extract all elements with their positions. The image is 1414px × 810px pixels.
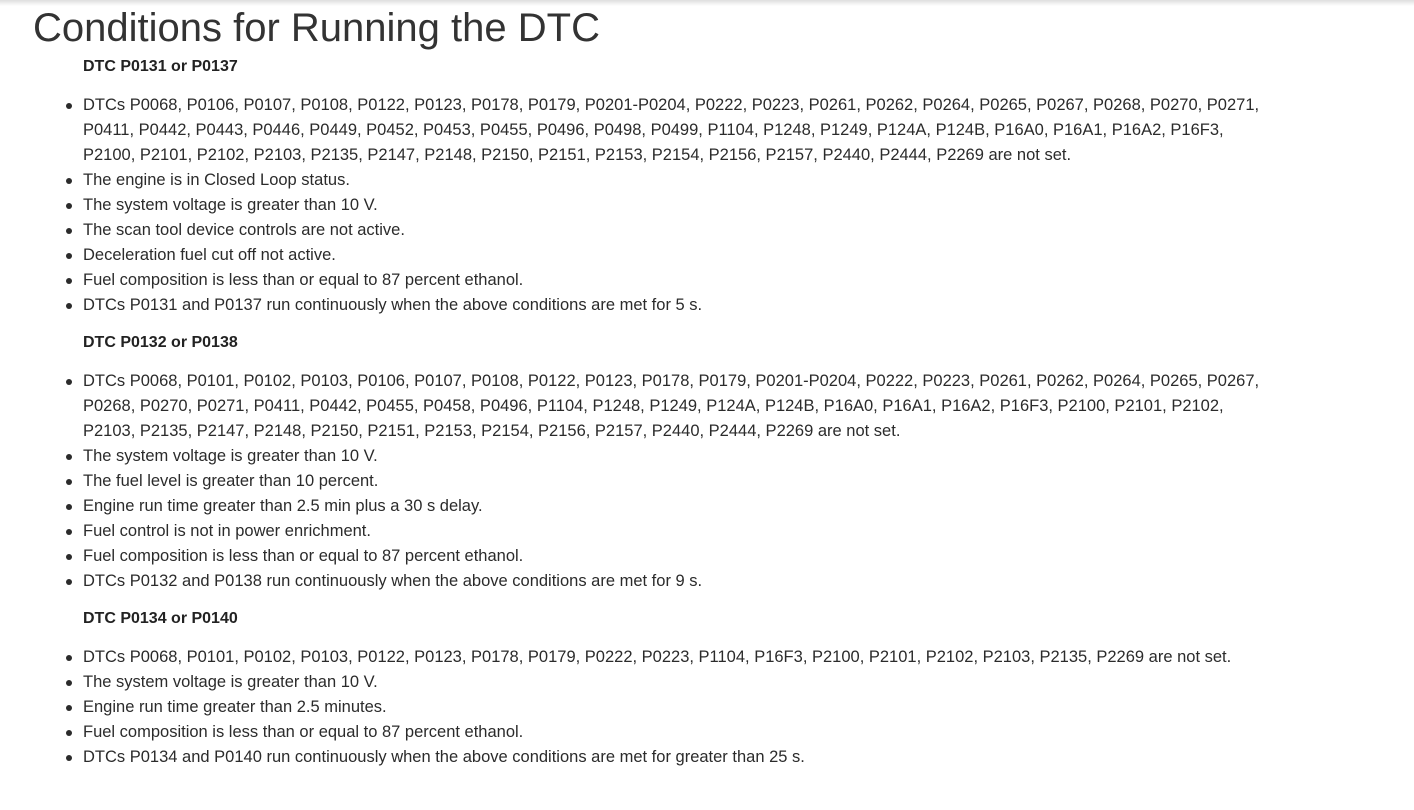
- page-title: Conditions for Running the DTC: [33, 6, 600, 50]
- list-item: DTCs P0134 and P0140 run continuously when the above conditions are met for greater than 25 s.: [83, 745, 1263, 770]
- list-item: The engine is in Closed Loop status.: [83, 168, 1263, 193]
- list-item: The system voltage is greater than 10 V.: [83, 193, 1263, 218]
- list-item: Engine run time greater than 2.5 minutes.: [83, 695, 1263, 720]
- list-item: The system voltage is greater than 10 V.: [83, 444, 1263, 469]
- list-item: DTCs P0068, P0101, P0102, P0103, P0122, P0123, P0178, P0179, P0222, P0223, P1104, P16F3, P2100, P2101, P2102, P2103, P2135, P2269 are not set.: [83, 645, 1263, 670]
- list-item: DTCs P0068, P0101, P0102, P0103, P0106, P0107, P0108, P0122, P0123, P0178, P0179, P0201-P0204, P0222, P0223, P0261, P0262, P0264, P0265, P0267, P0268, P0270, P0271, P0411, P0442, P0455, P0458, P0496, P1104, P1248, P1249, P124A, P124B, P16A0, P16A1, P16A2, P16F3, P2100, P2101, P2102, P2103, P2135, P2147, P2148, P2150, P2151, P2153, P2154, P2156, P2157, P2440, P2444, P2269 are not set.: [83, 369, 1263, 444]
- section-heading: DTC P0134 or P0140: [83, 610, 238, 627]
- section-dtc-p0131-p0137: [83, 54, 1263, 318]
- list-item: DTCs P0131 and P0137 run continuously when the above conditions are met for 5 s.: [83, 293, 1263, 318]
- list-item: Fuel composition is less than or equal to 87 percent ethanol.: [83, 544, 1263, 569]
- conditions-list: [83, 645, 1263, 770]
- list-item: DTCs P0068, P0106, P0107, P0108, P0122, P0123, P0178, P0179, P0201-P0204, P0222, P0223, P0261, P0262, P0264, P0265, P0267, P0268, P0270, P0271, P0411, P0442, P0443, P0446, P0449, P0452, P0453, P0455, P0496, P0498, P0499, P1104, P1248, P1249, P124A, P124B, P16A0, P16A1, P16A2, P16F3, P2100, P2101, P2102, P2103, P2135, P2147, P2148, P2150, P2151, P2153, P2154, P2156, P2157, P2440, P2444, P2269 are not set.: [83, 93, 1263, 168]
- document-content: [83, 54, 1263, 782]
- conditions-list: [83, 93, 1263, 318]
- section-dtc-p0132-p0138: [83, 330, 1263, 594]
- list-item: Fuel composition is less than or equal to 87 percent ethanol.: [83, 720, 1263, 745]
- list-item: Fuel control is not in power enrichment.: [83, 519, 1263, 544]
- list-item: Engine run time greater than 2.5 min plus a 30 s delay.: [83, 494, 1263, 519]
- list-item: Fuel composition is less than or equal to 87 percent ethanol.: [83, 268, 1263, 293]
- list-item: The fuel level is greater than 10 percent.: [83, 469, 1263, 494]
- list-item: The scan tool device controls are not active.: [83, 218, 1263, 243]
- list-item: DTCs P0132 and P0138 run continuously when the above conditions are met for 9 s.: [83, 569, 1263, 594]
- section-heading: DTC P0132 or P0138: [83, 334, 238, 351]
- list-item: Deceleration fuel cut off not active.: [83, 243, 1263, 268]
- conditions-list: [83, 369, 1263, 594]
- section-heading: DTC P0131 or P0137: [83, 58, 238, 75]
- list-item: The system voltage is greater than 10 V.: [83, 670, 1263, 695]
- section-dtc-p0134-p0140: [83, 606, 1263, 770]
